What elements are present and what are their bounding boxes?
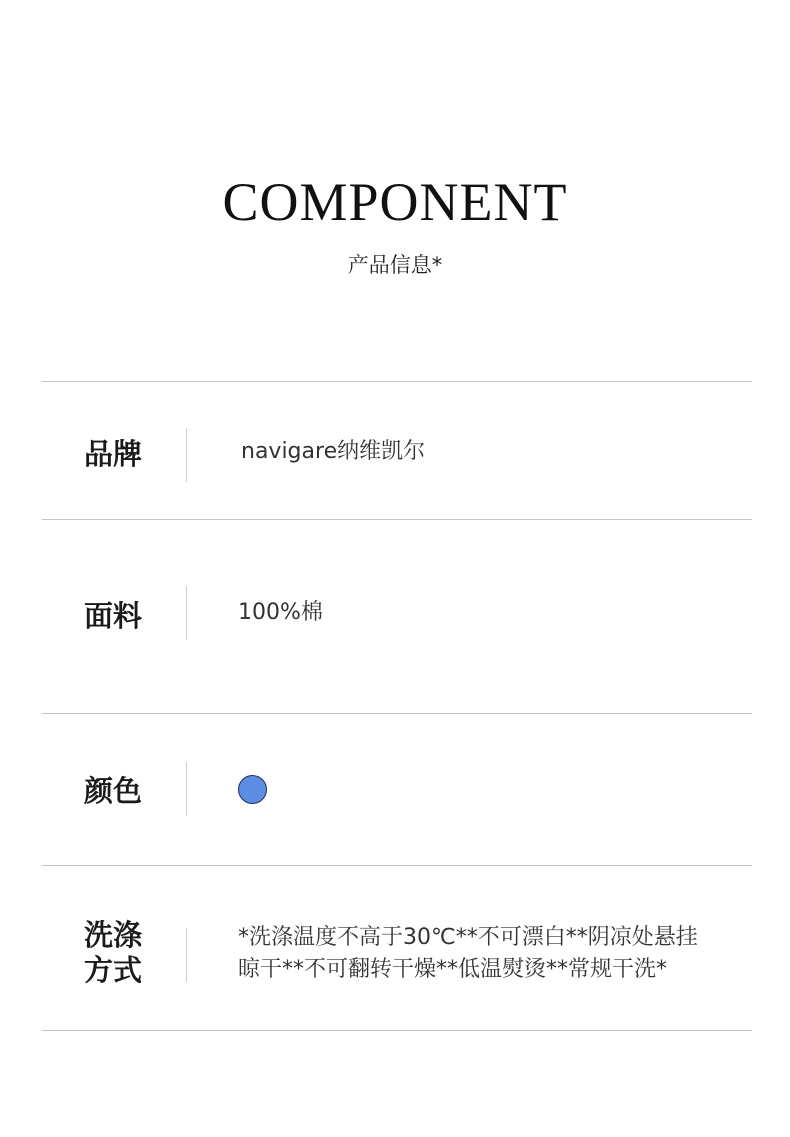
row-care-value xyxy=(238,922,748,986)
page-title: COMPONENT xyxy=(222,172,568,232)
row-color-separator xyxy=(186,762,187,816)
page-subtitle: 产品信息* xyxy=(347,253,443,277)
row-care-label xyxy=(84,918,164,988)
row-brand-value: navigare纳维凯尔 xyxy=(241,439,426,464)
row-fabric-label: 面料 xyxy=(84,599,143,633)
row-brand-label: 品牌 xyxy=(84,437,143,471)
care-text-line2: 晾干**不可翻转干燥**低温熨烫**常规干洗* xyxy=(238,957,668,982)
row-fabric-separator xyxy=(186,586,187,640)
divider-top xyxy=(42,381,752,382)
divider-bottom xyxy=(42,1030,752,1031)
divider-1 xyxy=(42,519,752,520)
row-color-label: 颜色 xyxy=(84,774,143,808)
color-swatch xyxy=(238,775,267,804)
row-care-label-line1: 洗涤 xyxy=(84,918,143,952)
row-brand-separator xyxy=(186,428,187,482)
row-fabric-value: 100%棉 xyxy=(238,600,323,625)
row-care-separator xyxy=(186,928,187,982)
care-text-line1: *洗涤温度不高于30℃**不可漂白**阴凉处悬挂 xyxy=(238,925,698,950)
divider-3 xyxy=(42,865,752,866)
row-care-label-line2: 方式 xyxy=(84,953,143,987)
divider-2 xyxy=(42,713,752,714)
